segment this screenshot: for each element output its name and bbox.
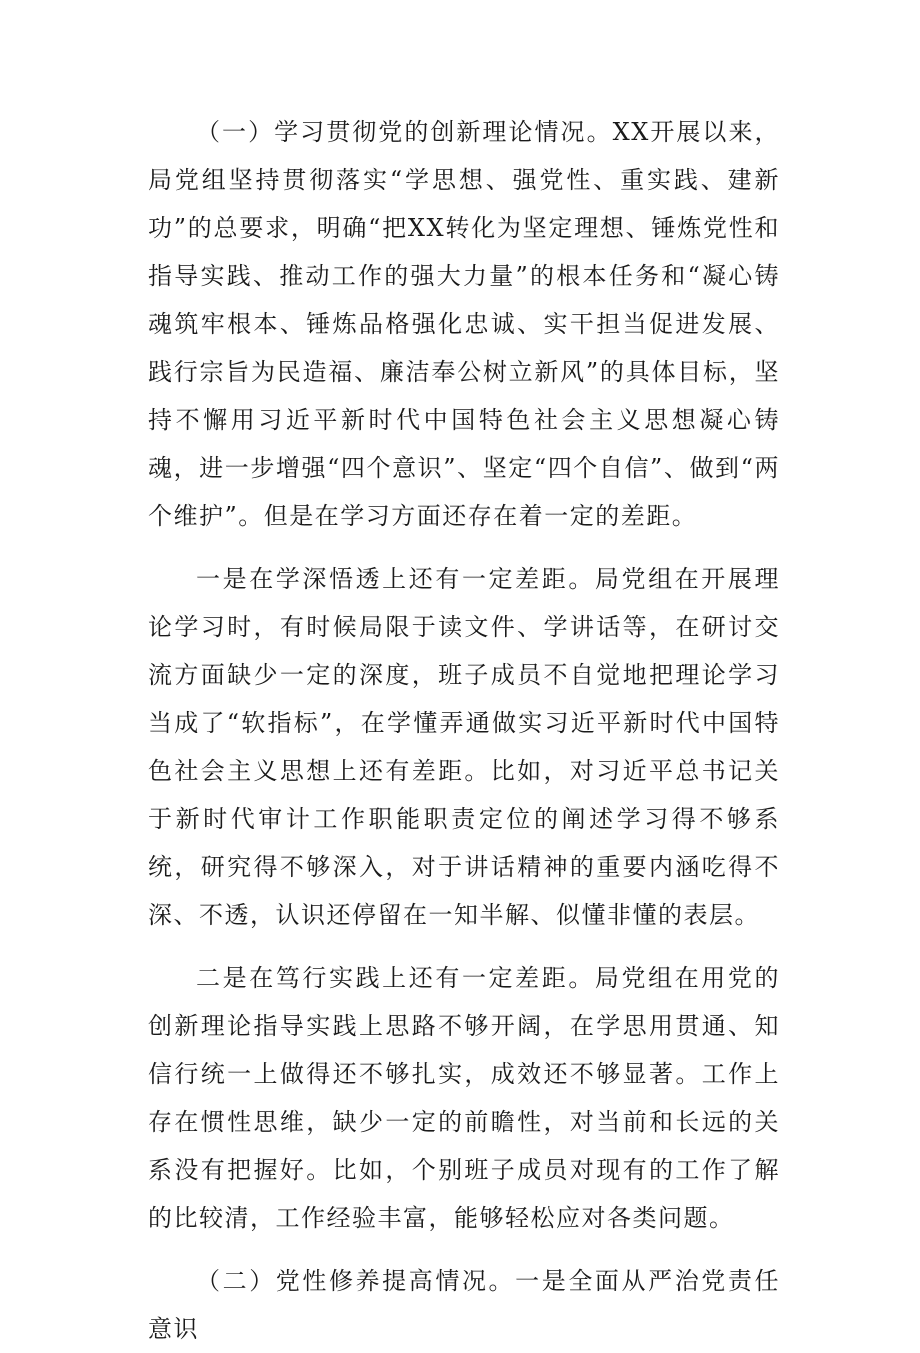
paragraph-study-depth-gap: 一是在学深悟透上还有一定差距。局党组在开展理论学习时，有时候局限于读文件、学讲话等，在研讨交流方面缺少一定的深度，班子成员不自觉地把理论学习当成了“软指标”，在学懂弄通做实习近平新时代中国特色社会主义思想上还有差距。比如，对习近平总书记关于新时代审计工作职能职责定位的阐述学习得不够系统，研究得不够深入，对于讲话精神的重要内涵吃得不深、不透，认识还停留在一知半解、似懂非懂的表层。 <box>148 565 780 929</box>
document-page <box>148 108 780 1353</box>
paragraph-study-innovation-theory: （一）学习贯彻党的创新理论情况。XX开展以来，局党组坚持贯彻落实“学思想、强党性、重实践、建新功”的总要求，明确“把XX转化为坚定理想、锤炼党性和指导实践、推动工作的强大力量”的根本任务和“凝心铸魂筑牢根本、锤炼品格强化忠诚、实干担当促进发展、践行宗旨为民造福、廉洁奉公树立新风”的具体目标，坚持不懈用习近平新时代中国特色社会主义思想凝心铸魂，进一步增强“四个意识”、坚定“四个自信”、做到“两个维护”。但是在学习方面还存在着一定的差距。 <box>148 118 780 530</box>
paragraph-practice-gap: 二是在笃行实践上还有一定差距。局党组在用党的创新理论指导实践上思路不够开阔，在学思用贯通、知信行统一上做得还不够扎实，成效还不够显著。工作上存在惯性思维，缺少一定的前瞻性，对当前和长远的关系没有把握好。比如，个别班子成员对现有的工作了解的比较清，工作经验丰富，能够轻松应对各类问题。 <box>148 964 780 1232</box>
paragraph-party-cultivation: （二）党性修养提高情况。一是全面从严治党责任意识 <box>148 1267 780 1343</box>
